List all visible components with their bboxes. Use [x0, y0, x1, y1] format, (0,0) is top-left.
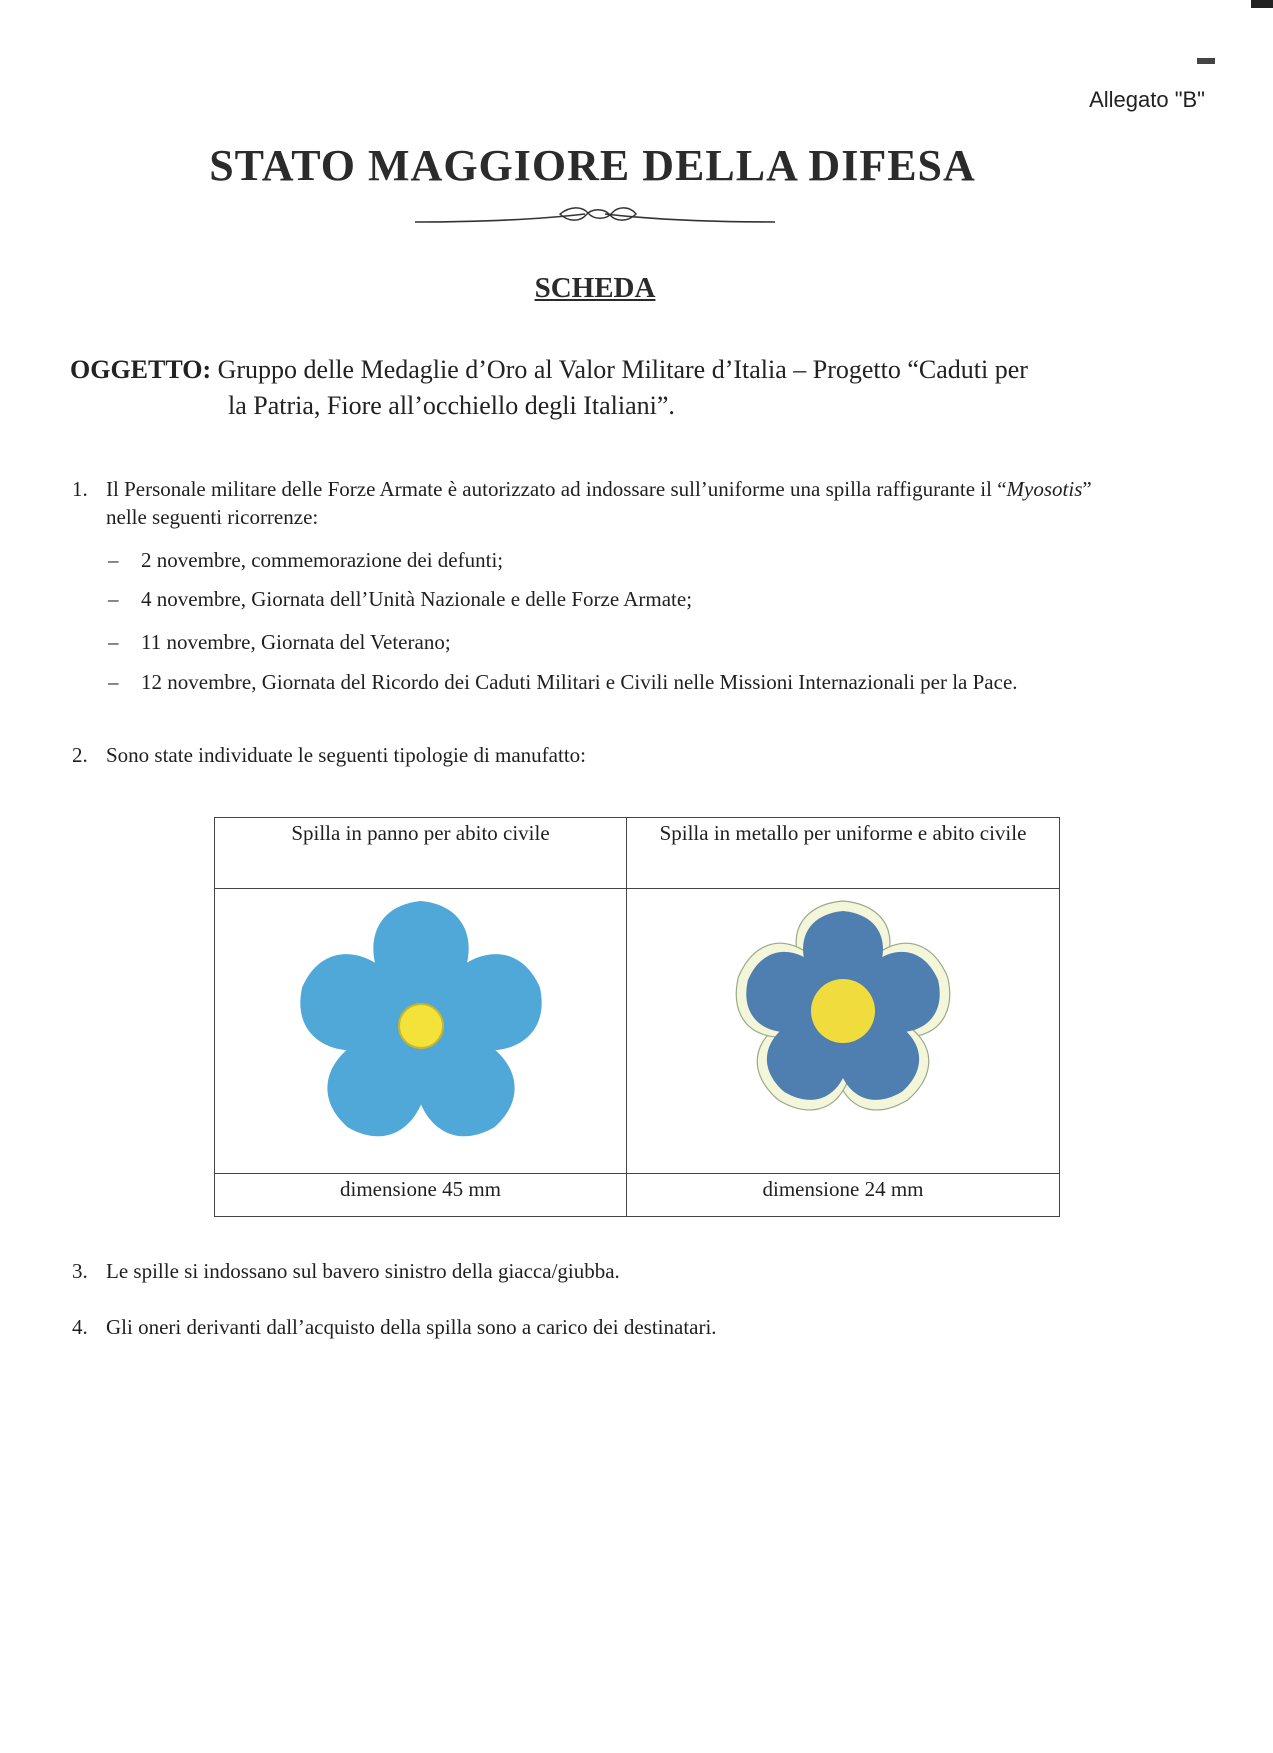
- fabric-flower-pin-image: [281, 891, 561, 1161]
- dash-bullet: –: [108, 548, 119, 572]
- section-heading: SCHEDA: [534, 272, 656, 304]
- subject-text-line1: Gruppo delle Medaglie d’Oro al Valor Militare d’Italia – Progetto “Caduti per: [217, 355, 1028, 384]
- item-text: Gli oneri derivanti dall’acquisto della spilla sono a carico dei destinatari.: [106, 1315, 717, 1339]
- table-dimension-cell: dimensione 24 mm: [627, 1174, 1060, 1217]
- item-number: 2.: [72, 743, 88, 767]
- attachment-label: Allegato "B": [1089, 87, 1205, 112]
- item-text-part: ” nelle seguenti ricorrenze:: [106, 477, 1092, 529]
- scan-edge-mark: [1251, 0, 1273, 8]
- page-title: STATO MAGGIORE DELLA DIFESA: [209, 141, 976, 190]
- metal-flower-pin-image: [723, 891, 963, 1131]
- list-item-text: 12 novembre, Giornata del Ricordo dei Caduti Militari e Civili nelle Missioni Internazionali per la Pace.: [141, 670, 1018, 694]
- item-text-part: Il Personale militare delle Forze Armate è autorizzato ad indossare sull’uniforme una spilla raffigurante il “: [106, 477, 1007, 501]
- subject-text-line2: la Patria, Fiore all’occhiello degli Italiani”.: [228, 391, 675, 420]
- flower-center: [811, 979, 875, 1043]
- item-number: 3.: [72, 1259, 88, 1283]
- item-number: 1.: [72, 477, 88, 501]
- flower-center: [399, 1004, 443, 1048]
- list-item-text: 11 novembre, Giornata del Veterano;: [141, 630, 451, 654]
- subject-label: OGGETTO:: [70, 355, 212, 384]
- table-dimension-cell: dimensione 45 mm: [215, 1174, 627, 1217]
- table-image-cell: [627, 889, 1060, 1174]
- dash-bullet: –: [108, 630, 119, 654]
- subject-block: [70, 352, 1130, 424]
- item-text: Sono state individuate le seguenti tipologie di manufatto:: [106, 743, 586, 767]
- table-header-cell: Spilla in metallo per uniforme e abito civile: [627, 818, 1060, 889]
- pin-types-table: [214, 817, 1060, 1217]
- dash-bullet: –: [108, 670, 119, 694]
- table-image-cell: [215, 889, 627, 1174]
- table-header-row: [215, 818, 1060, 889]
- scan-edge-mark: [1197, 58, 1215, 64]
- item-text-italic: Myosotis: [1006, 477, 1083, 501]
- item-text: [106, 475, 1116, 531]
- dash-bullet: –: [108, 587, 119, 611]
- ornament-divider: [410, 200, 780, 230]
- list-item-text: 4 novembre, Giornata dell’Unità Nazionale e delle Forze Armate;: [141, 587, 693, 611]
- table-header-cell: Spilla in panno per abito civile: [215, 818, 627, 889]
- table-dimension-row: [215, 1174, 1060, 1217]
- item-number: 4.: [72, 1315, 88, 1339]
- item-text: Le spille si indossano sul bavero sinistro della giacca/giubba.: [106, 1259, 620, 1283]
- table-image-row: [215, 889, 1060, 1174]
- list-item-text: 2 novembre, commemorazione dei defunti;: [141, 548, 504, 572]
